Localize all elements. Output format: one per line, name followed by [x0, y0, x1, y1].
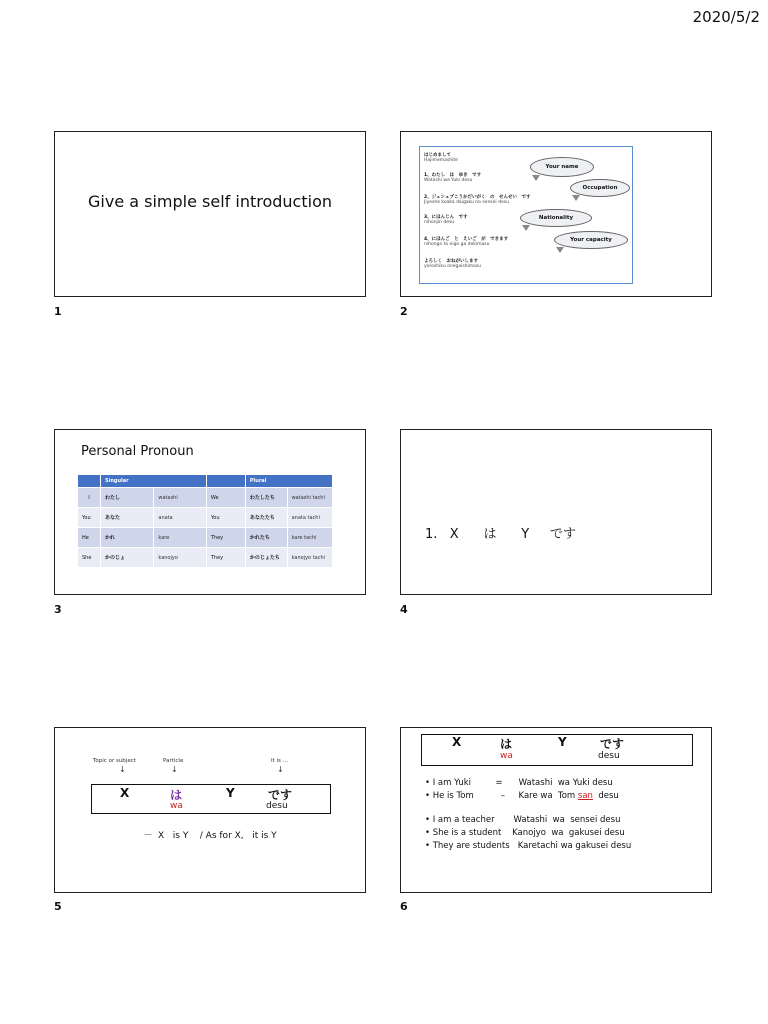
column-header — [78, 475, 101, 488]
arrow-down-icon: ↓ — [171, 765, 178, 774]
cell: We — [206, 488, 245, 508]
table-row — [78, 548, 333, 568]
callout-occupation: Occupation — [570, 179, 630, 197]
arrow-down-icon: ↓ — [277, 765, 284, 774]
cell: anata tachi — [287, 508, 332, 528]
pattern-box — [421, 734, 693, 766]
slide-number: 1 — [54, 305, 62, 318]
slide-number: 4 — [400, 603, 408, 616]
slide-5 — [54, 727, 366, 893]
cell: kare tachi — [287, 528, 332, 548]
intro-line: よろしく おねがいします yoroshiku onegaishimasu — [424, 259, 482, 269]
example-line: • They are students Karetachi wa gakusei desu — [425, 841, 632, 851]
pattern-ha: は — [170, 788, 183, 802]
example-line: • He is Tom – Kare wa Tom san desu — [425, 791, 619, 801]
cell: かのじょたち — [245, 548, 287, 568]
pattern-x: X — [120, 786, 130, 800]
cell: She — [78, 548, 101, 568]
cell: わたし — [101, 488, 154, 508]
cell: watashi — [154, 488, 206, 508]
cell: かれ — [101, 528, 154, 548]
pronoun-table — [77, 474, 333, 568]
cell: わたしたち — [245, 488, 287, 508]
slide-4 — [400, 429, 712, 595]
label-topic: Topic or subject — [93, 758, 136, 764]
cell: You — [206, 508, 245, 528]
table-row — [78, 488, 333, 508]
sentence-pattern: 1. X は Y です — [425, 527, 576, 542]
example-line: • She is a student Kanojyo wa gakusei desu — [425, 828, 625, 838]
slide-3 — [54, 429, 366, 595]
cell: かのじょ — [101, 548, 154, 568]
arrow-down-icon: ↓ — [119, 765, 126, 774]
slide-number: 3 — [54, 603, 62, 616]
pattern-desu: です — [600, 737, 625, 751]
cell: kanojyo tachi — [287, 548, 332, 568]
intro-line: 2、ジェシュブこうかだいがく の せんせい です Jiyeshe koaka daigaku no sensei desu — [424, 195, 531, 205]
pattern-desu: です — [268, 788, 293, 802]
pattern-ha: は — [500, 737, 513, 751]
callout-tail — [556, 247, 564, 253]
cell: あなた — [101, 508, 154, 528]
slide-title: Give a simple self introduction — [88, 192, 332, 211]
slide-number: 6 — [400, 900, 408, 913]
intro-line: 1、わたし は ゆき です Watashi wa Yuki desu — [424, 173, 482, 183]
intro-line: 4、にほんご と えいご が できます nihongo to eigo ga dekimasu — [424, 237, 509, 247]
intro-line: 3、にほんじん です nihonjin desu — [424, 215, 468, 225]
pattern-meaning: － X is Y / As for X, it is Y — [143, 831, 277, 841]
romaji-desu: desu — [266, 801, 288, 811]
cell: kanojyo — [154, 548, 206, 568]
cell: He — [78, 528, 101, 548]
slide-number: 5 — [54, 900, 62, 913]
cell: I — [78, 488, 101, 508]
pattern-x: X — [452, 735, 462, 749]
label-it-is: It is … — [271, 758, 289, 764]
cell: watashi tachi — [287, 488, 332, 508]
slide-6 — [400, 727, 712, 893]
cell: You — [78, 508, 101, 528]
self-intro-frame — [419, 146, 633, 284]
cell: kare — [154, 528, 206, 548]
intro-line: はじめまして Hajimemashite — [424, 153, 458, 163]
slide-number: 2 — [400, 305, 408, 318]
slide-2 — [400, 131, 712, 297]
callout-tail — [572, 195, 580, 201]
underlined-san: san — [577, 791, 593, 801]
callout-tail — [522, 225, 530, 231]
label-particle: Particle — [163, 758, 184, 764]
cell: anata — [154, 508, 206, 528]
table-header-row — [78, 475, 333, 488]
callout-your-name: Your name — [530, 157, 594, 177]
print-date: 2020/5/2 — [692, 8, 760, 26]
example-line: • I am Yuki = Watashi wa Yuki desu — [425, 778, 613, 788]
romaji-wa: wa — [500, 751, 513, 761]
pattern-box — [91, 784, 331, 814]
callout-nationality: Nationality — [520, 209, 592, 227]
pattern-y: Y — [226, 786, 235, 800]
table-row — [78, 528, 333, 548]
callout-your-capacity: Your capacity — [554, 231, 628, 249]
slide-title: Personal Pronoun — [81, 444, 194, 459]
cell: They — [206, 528, 245, 548]
romaji-wa: wa — [170, 801, 183, 811]
cell: かれたち — [245, 528, 287, 548]
column-header: Plural — [245, 475, 332, 488]
cell: They — [206, 548, 245, 568]
callout-tail — [532, 175, 540, 181]
column-header — [206, 475, 245, 488]
cell: あなたたち — [245, 508, 287, 528]
table-row — [78, 508, 333, 528]
example-line: • I am a teacher Watashi wa sensei desu — [425, 815, 621, 825]
pattern-y: Y — [558, 735, 567, 749]
romaji-desu: desu — [598, 751, 620, 761]
column-header: Singular — [101, 475, 207, 488]
slide-1 — [54, 131, 366, 297]
